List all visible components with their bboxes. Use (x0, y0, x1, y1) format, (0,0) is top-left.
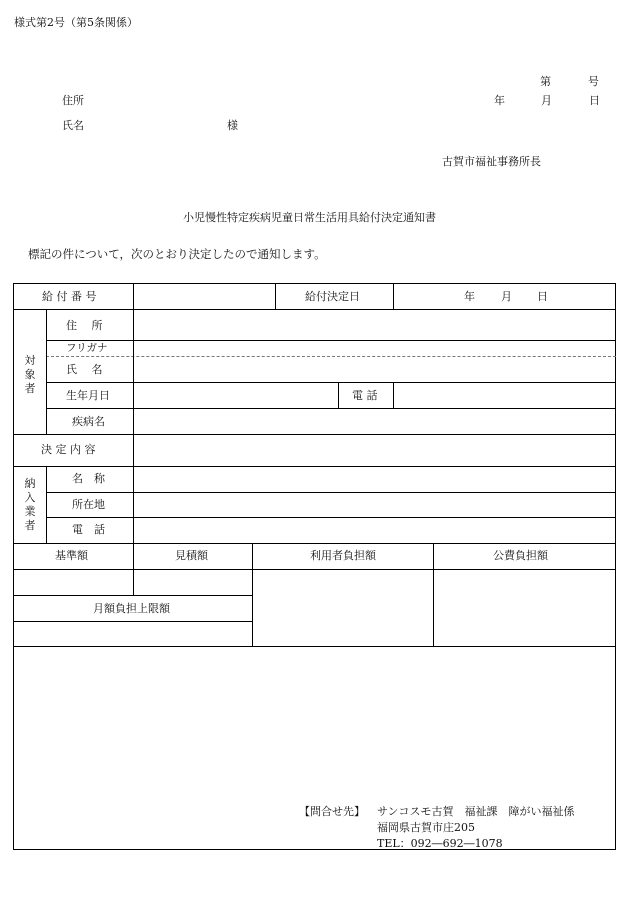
header-date-year: 年 (494, 94, 505, 107)
label-kyufu-kettei-bi: 給付決定日 (305, 290, 360, 303)
recipient-name-label: 氏名 (62, 119, 84, 132)
label-denwa-vendor: 電 話 (72, 523, 105, 536)
header-date-month: 月 (541, 94, 552, 107)
label-kyufu-bango: 給 付 番 号 (42, 290, 97, 303)
issuer: 古賀市福祉事務所長 (442, 155, 541, 168)
label-vendor-group: 納入業者 (24, 477, 36, 532)
form-table (13, 283, 616, 850)
kettei-date-month: 月 (501, 290, 512, 303)
label-riyosha-futan: 利用者負担額 (310, 549, 376, 562)
label-getsugaku-jogen: 月額負担上限額 (93, 602, 170, 615)
contact-label: 【問合せ先】 (299, 805, 365, 818)
label-seinengappi: 生年月日 (66, 389, 110, 402)
contact-address: 福岡県古賀市庄205 (377, 821, 475, 834)
recipient-address-label: 住所 (62, 94, 84, 107)
label-shimei: 氏 名 (66, 363, 103, 376)
label-furigana: フリガナ (66, 342, 108, 354)
label-kijungaku: 基準額 (55, 549, 88, 562)
label-jusho: 住 所 (66, 319, 103, 332)
label-kohi-futan: 公費負担額 (493, 549, 548, 562)
number-dai: 第 (540, 75, 551, 88)
document-title: 小児慢性特定疾病児童日常生活用具給付決定通知書 (183, 211, 436, 224)
label-shozaichi: 所在地 (72, 498, 105, 511)
kettei-date-year: 年 (464, 290, 475, 303)
contact-tel: TEL：092―692―1078 (377, 837, 503, 850)
form-number: 様式第2号（第5条関係） (14, 16, 138, 29)
label-kettei-naiyo: 決 定 内 容 (41, 443, 96, 456)
kettei-date-day: 日 (537, 290, 548, 303)
label-shippeimei: 疾病名 (72, 415, 105, 428)
label-denwa-subject: 電 話 (352, 389, 378, 402)
label-mitsumorigaku: 見積額 (175, 549, 208, 562)
label-meisho: 名 称 (72, 472, 105, 485)
recipient-honorific: 様 (227, 119, 238, 132)
contact-org: サンコスモ古賀 福祉課 障がい福祉係 (377, 805, 575, 818)
intro-text: 標記の件について，次のとおり決定したので通知します。 (28, 247, 326, 261)
label-taisho-group: 対象者 (24, 354, 36, 395)
number-go: 号 (588, 75, 599, 88)
header-date-day: 日 (589, 94, 600, 107)
